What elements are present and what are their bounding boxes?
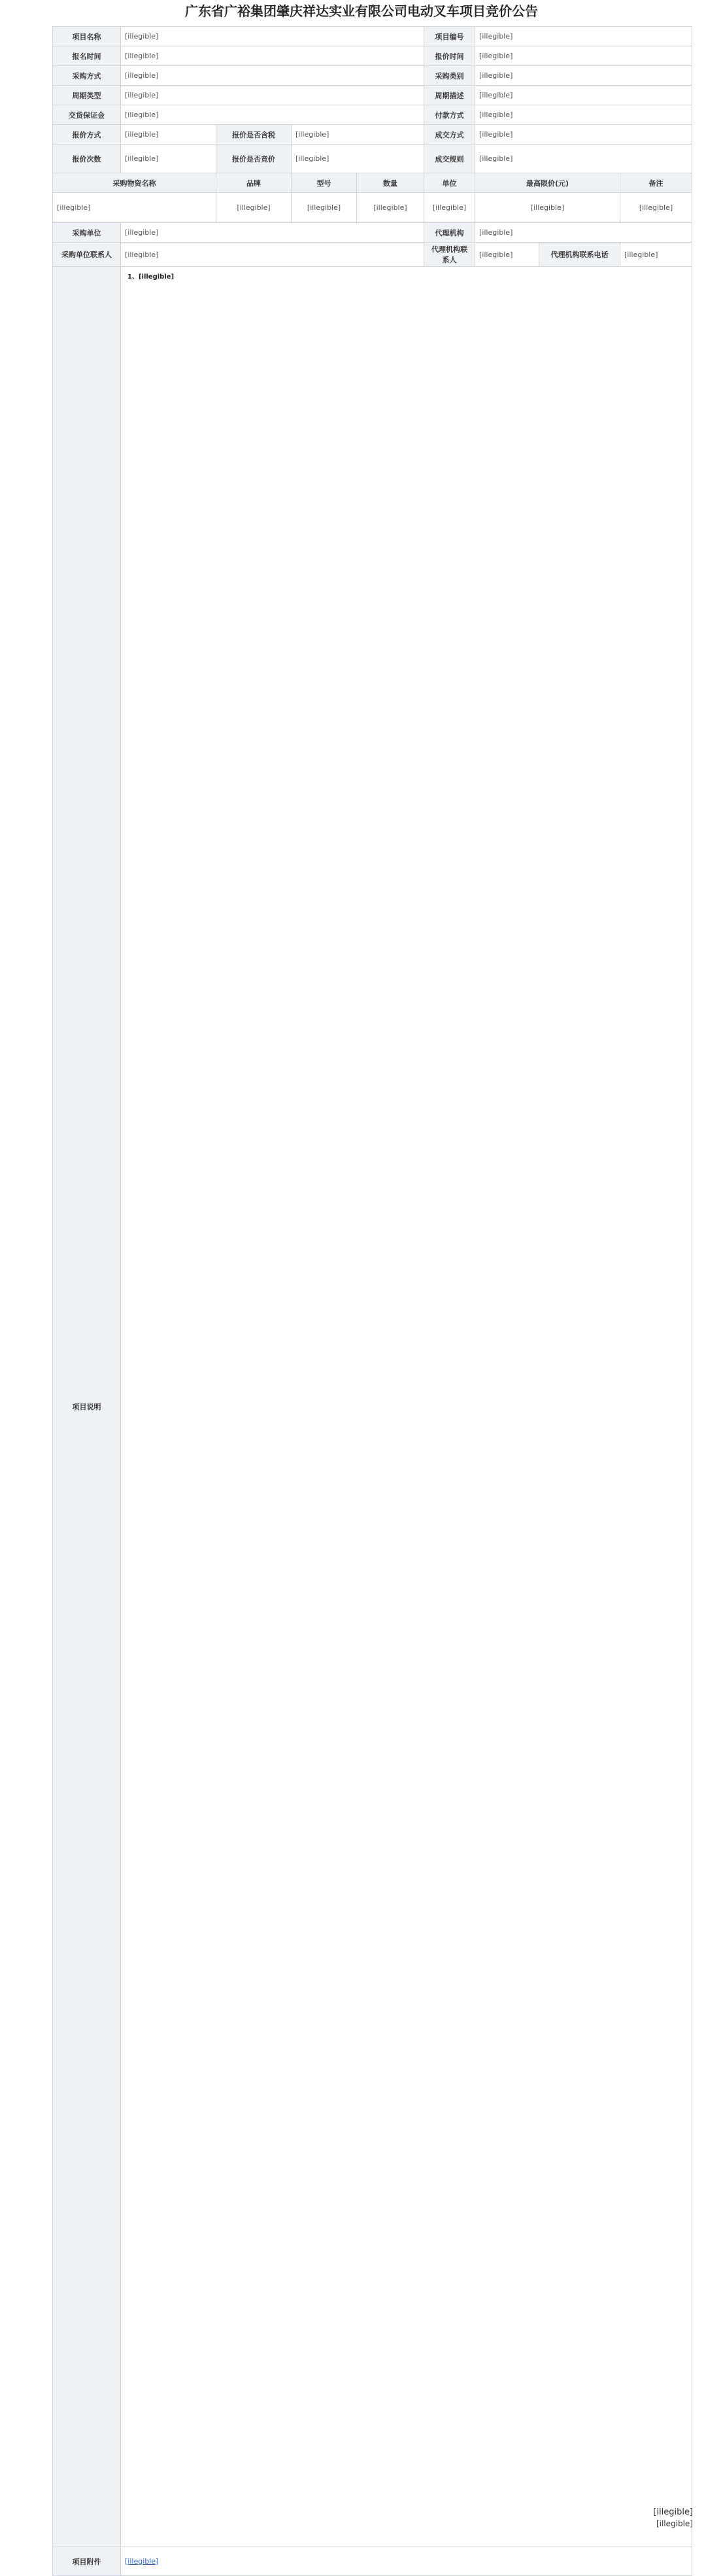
- row-contacts: [53, 243, 692, 267]
- deposit-value: [illegible]: [121, 105, 424, 125]
- item-qty: [illegible]: [357, 193, 424, 223]
- page-title: 广东省广裕集团肇庆祥达实业有限公司电动叉车项目竞价公告: [185, 3, 538, 19]
- agency-phone-value: [illegible]: [620, 243, 692, 267]
- row-notes: [53, 267, 692, 2547]
- item-name: [illegible]: [53, 193, 216, 223]
- buyer-contact-label: 采购单位联系人: [53, 243, 121, 267]
- notes-cell: [121, 267, 692, 2547]
- cycle-desc-label: 周期描述: [424, 86, 475, 105]
- cycle-type-value: [illegible]: [121, 86, 424, 105]
- agency-contact-value: [illegible]: [475, 243, 539, 267]
- payment-value: [illegible]: [475, 105, 692, 125]
- attachments-label: 项目附件: [53, 2547, 121, 2576]
- quote-way-value: [illegible]: [121, 125, 216, 145]
- row-times: [53, 46, 692, 66]
- project-no-value: [illegible]: [475, 27, 692, 46]
- project-no-label: 项目编号: [424, 27, 475, 46]
- row-cycle: [53, 86, 692, 105]
- purchase-category-label: 采购类别: [424, 66, 475, 86]
- items-header-model: 型号: [292, 173, 357, 193]
- tax-incl-label: 报价是否含税: [216, 125, 292, 145]
- agency-phone-label: 代理机构联系电话: [539, 243, 620, 267]
- item-unit: [illegible]: [424, 193, 475, 223]
- quote-way-label: 报价方式: [53, 125, 121, 145]
- buyer-unit-value: [illegible]: [121, 223, 424, 243]
- trade-rule-label: 报价是否竞价: [216, 145, 292, 173]
- notes-label: 项目说明: [53, 267, 121, 2547]
- table-row: [53, 193, 692, 223]
- purchase-category-value: [illegible]: [475, 66, 692, 86]
- payment-label: 付款方式: [424, 105, 475, 125]
- deal-method-label: 成交方式: [424, 125, 475, 145]
- deal-rule-value: [illegible]: [475, 145, 692, 173]
- signup-time-label: 报名时间: [53, 46, 121, 66]
- buyer-contact-value: [illegible]: [121, 243, 424, 267]
- items-header-name: 采购物资名称: [53, 173, 216, 193]
- row-quote-way: [53, 125, 692, 145]
- project-name-value: [illegible]: [121, 27, 424, 46]
- quote-count-value: [illegible]: [121, 145, 216, 173]
- row-deposit: [53, 105, 692, 125]
- tender-info-table: [52, 26, 692, 2576]
- deal-method-value: [illegible]: [475, 125, 692, 145]
- items-header-qty: 数量: [357, 173, 424, 193]
- row-project-name: [53, 27, 692, 46]
- items-header-brand: 品牌: [216, 173, 292, 193]
- quote-count-label: 报价次数: [53, 145, 121, 173]
- issuer-name: [illegible]: [653, 2507, 693, 2517]
- agency-label: 代理机构: [424, 223, 475, 243]
- row-buyer: [53, 223, 692, 243]
- buyer-unit-label: 采购单位: [53, 223, 121, 243]
- bid-time-value: [illegible]: [475, 46, 692, 66]
- item-model: [illegible]: [292, 193, 357, 223]
- cycle-desc-value: [illegible]: [475, 86, 692, 105]
- agency-value: [illegible]: [475, 223, 692, 243]
- items-header-max-price: 最高限价(元): [475, 173, 620, 193]
- note-line: 1、[illegible]: [127, 273, 175, 281]
- tax-incl-value: [illegible]: [292, 125, 424, 145]
- attachment-link-1[interactable]: [illegible]: [125, 2556, 159, 2566]
- items-header-unit: 单位: [424, 173, 475, 193]
- attachments-cell: [121, 2547, 692, 2576]
- bid-time-label: 报价时间: [424, 46, 475, 66]
- row-quote-count: [53, 145, 692, 173]
- project-name-label: 项目名称: [53, 27, 121, 46]
- row-attachments: [53, 2547, 692, 2576]
- deposit-label: 交货保证金: [53, 105, 121, 125]
- item-max-price: [illegible]: [475, 193, 620, 223]
- item-brand: [illegible]: [216, 193, 292, 223]
- signup-time-value: [illegible]: [121, 46, 424, 66]
- cycle-type-label: 周期类型: [53, 86, 121, 105]
- agency-contact-label: 代理机构联系人: [424, 243, 475, 267]
- items-header-row: [53, 173, 692, 193]
- item-remark: [illegible]: [620, 193, 692, 223]
- deal-rule-label: 成交规则: [424, 145, 475, 173]
- items-header-remark: 备注: [620, 173, 692, 193]
- project-notes: [127, 271, 685, 2547]
- purchase-type-label: 采购方式: [53, 66, 121, 86]
- issue-date: [illegible]: [656, 2519, 693, 2528]
- row-purchase: [53, 66, 692, 86]
- purchase-type-value: [illegible]: [121, 66, 424, 86]
- trade-rule-value: [illegible]: [292, 145, 424, 173]
